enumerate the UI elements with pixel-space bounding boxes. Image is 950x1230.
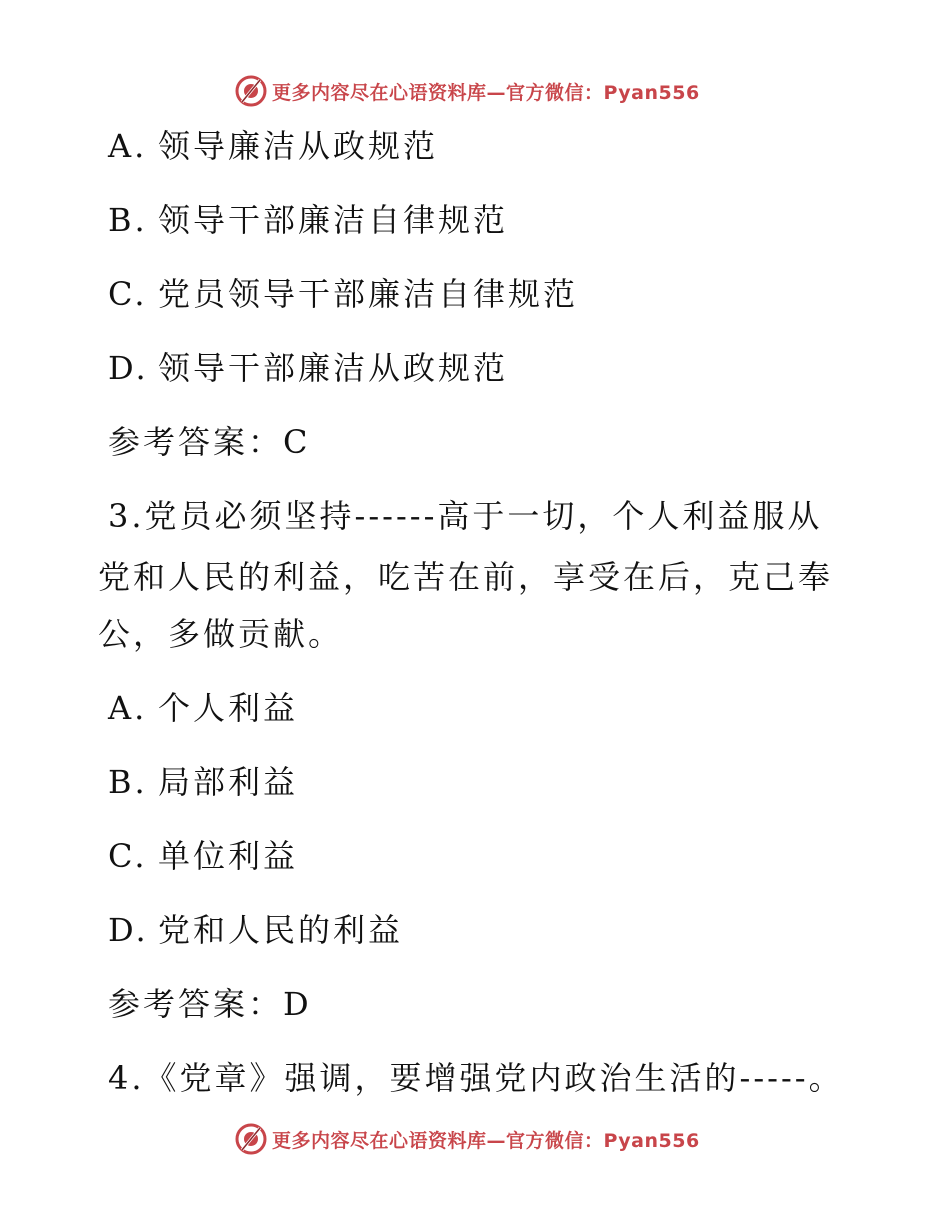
pen-seal-icon xyxy=(234,1122,268,1156)
option-letter: B. xyxy=(108,763,148,801)
footer-watermark xyxy=(234,1122,700,1156)
q2-option-b xyxy=(108,200,508,240)
option-text: 领导干部廉洁自律规范 xyxy=(158,201,509,239)
option-text: 单位利益 xyxy=(158,837,299,875)
q4-stem-line-1: 4.《党章》强调，要增强党内政治生活的-----。 xyxy=(108,1059,844,1097)
option-text: 领导干部廉洁从政规范 xyxy=(158,349,509,387)
option-text: 个人利益 xyxy=(158,689,299,727)
option-letter: A. xyxy=(108,127,148,165)
watermark-text: 更多内容尽在心语资料库—官方微信：Pyan556 xyxy=(272,1129,700,1152)
q2-option-a xyxy=(108,126,438,166)
q2-answer: 参考答案：C xyxy=(108,423,311,461)
option-letter: B. xyxy=(108,201,148,239)
q2-option-c xyxy=(108,274,578,314)
q3-option-c xyxy=(108,836,298,876)
header-watermark xyxy=(234,74,700,108)
option-letter: C. xyxy=(108,275,148,313)
q3-option-b xyxy=(108,762,298,802)
q3-stem-line-1: 3.党员必须坚持------高于一切，个人利益服从 xyxy=(108,497,823,535)
option-letter: C. xyxy=(108,837,148,875)
q3-answer: 参考答案：D xyxy=(108,985,312,1023)
option-text: 党员领导干部廉洁自律规范 xyxy=(158,275,579,313)
option-text: 领导廉洁从政规范 xyxy=(158,127,439,165)
option-letter: D. xyxy=(108,911,149,949)
option-letter: A. xyxy=(108,689,148,727)
option-text: 局部利益 xyxy=(158,763,299,801)
q3-option-a xyxy=(108,688,298,728)
q3-stem-line-3: 公，多做贡献。 xyxy=(98,615,344,653)
watermark-text: 更多内容尽在心语资料库—官方微信：Pyan556 xyxy=(272,81,700,104)
option-letter: D. xyxy=(108,349,149,387)
option-text: 党和人民的利益 xyxy=(158,911,404,949)
q3-stem-line-2: 党和人民的利益，吃苦在前，享受在后，克己奉 xyxy=(98,558,834,596)
pen-seal-icon xyxy=(234,74,268,108)
q2-option-d xyxy=(108,348,508,388)
q3-option-d xyxy=(108,910,403,950)
